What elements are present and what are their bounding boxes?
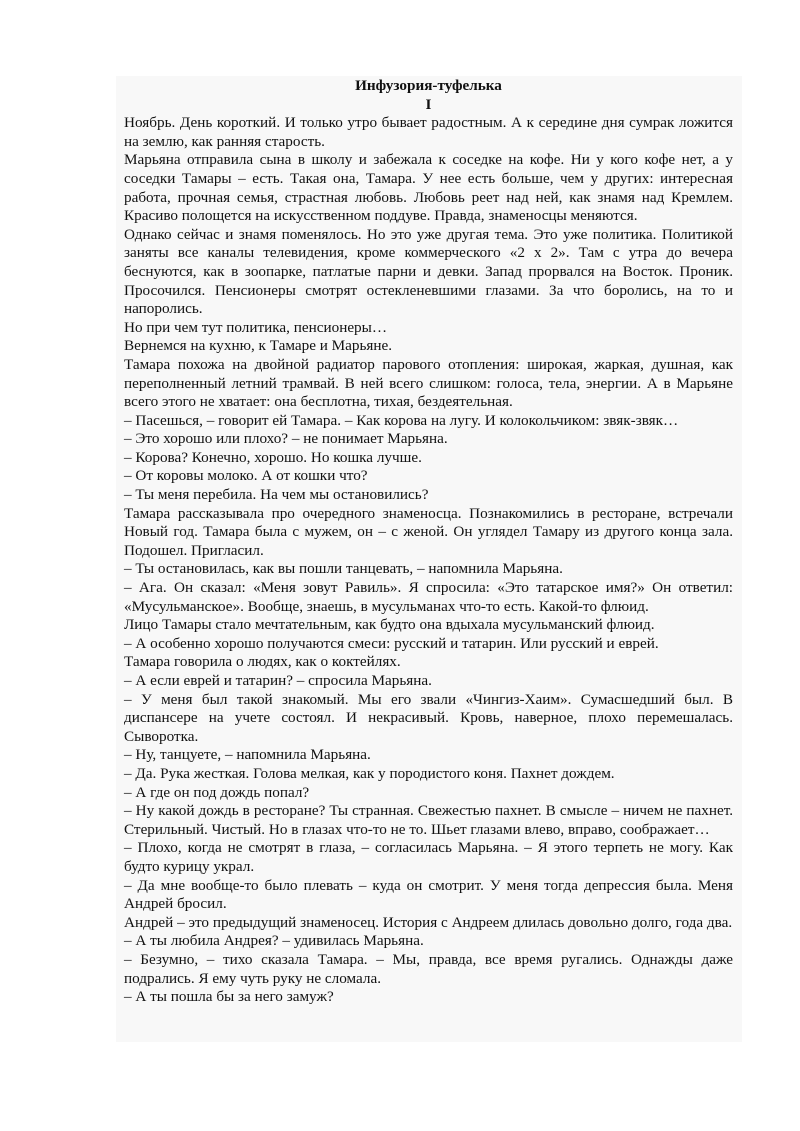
paragraph: – А если еврей и татарин? – спросила Марьяна. bbox=[124, 672, 432, 689]
chapter-number: I bbox=[425, 95, 432, 113]
paragraph: Тамара похожа на двойной радиатор парового отопления: широкая, жаркая, душная, как переполненный летний трамвай. В ней всего слишком: голоса, тела, энергии. А в Марьяне всего этого не хватает: она бесплотна, тихая, бездеятельная. bbox=[124, 355, 733, 411]
paragraph: – Ну какой дождь в ресторане? Ты странная. Свежестью пахнет. В смысле – ничем не пахнет. Стерильный. Чистый. Но в глазах что-то не то. Шьет глазами влево, вправо, соображает… bbox=[124, 802, 733, 838]
paragraph: Тамара говорила о людях, как о коктейлях. bbox=[124, 653, 401, 671]
paragraph: – Да. Рука жесткая. Голова мелкая, как у породистого коня. Пахнет дождем. bbox=[124, 764, 615, 782]
paragraph: – От коровы молоко. А от кошки что? bbox=[124, 467, 368, 485]
paragraph: – Пасешься, – говорит ей Тамара. – Как корова на лугу. И колокольчиком: звяк-звяк… bbox=[124, 411, 679, 429]
text-paragraphs bbox=[124, 114, 733, 1007]
paragraph: Вернемся на кухню, к Тамаре и Марьяне. bbox=[124, 337, 393, 355]
paragraph: – Корова? Конечно, хорошо. Но кошка лучше. bbox=[124, 448, 422, 466]
paragraph: – У меня был такой знакомый. Мы его звали «Чингиз-Хаим». Сумасшедший был. В диспансере на учете состоял. И некрасивый. Кровь, наверное, плохо перемешалась. Сыворотка. bbox=[124, 690, 733, 745]
paragraph: Лицо Тамары стало мечтательным, как будто она вдыхала мусульманский флюид. bbox=[124, 616, 655, 634]
paragraph: – А где он под дождь попал? bbox=[124, 783, 310, 801]
paragraph: – Да мне вообще-то было плевать – куда он смотрит. У меня тогда депрессия была. Меня Андрей бросил. bbox=[124, 876, 733, 913]
paragraph: – Ага. Он сказал: «Меня зовут Равиль». Я спросила: «Это татарское имя?» Он ответил: «Мусульманское». Вообще, знаешь, в мусульманах что-то есть. Какой-то флюид. bbox=[124, 579, 733, 615]
paragraph: Марьяна отправила сына в школу и забежала к соседке на кофе. Ни у кого кофе нет, а у соседки Тамары – есть. Такая она, Тамара. У нее есть больше, чем у других: интересная работа, прочная семья, страстная любовь. Любовь реет над ней, как знамя над Кремлем. Красиво полощется на искусственном поддуве. Правда, знаменосцы меняются. bbox=[124, 151, 733, 225]
paragraph: – Ты меня перебила. На чем мы остановились? bbox=[124, 486, 429, 504]
paragraph: – Плохо, когда не смотрят в глаза, – согласилась Марьяна. – Я этого терпеть не могу. Как будто курицу украл. bbox=[124, 839, 733, 875]
paragraph: Однако сейчас и знамя поменялось. Но это уже другая тема. Это уже политика. Политикой заняты все каналы телевидения, кроме коммерческого «2 х 2». Там с утра до вечера беснуются, как в зоопарке, патлатые парни и девки. Запад прорвался на Восток. Проник. Просочился. Пенсионеры смотрят остекленевшими глазами. За что боролись, на то и напоролись. bbox=[124, 225, 733, 318]
paragraph: Тамара рассказывала про очередного знаменосца. Познакомились в ресторане, встречали Новый год. Тамара была с мужем, он – с женой. Он углядел Тамару из другого конца зала. Подошел. Пригласил. bbox=[124, 504, 733, 559]
paragraph: – Ну, танцуете, – напомнила Марьяна. bbox=[124, 746, 371, 764]
paragraph: Но при чем тут политика, пенсионеры… bbox=[124, 318, 388, 336]
paragraph: – Это хорошо или плохо? – не понимает Марьяна. bbox=[124, 430, 448, 448]
paragraph: – Ты остановилась, как вы пошли танцевать, – напомнила Марьяна. bbox=[124, 560, 563, 578]
paragraph: – А ты любила Андрея? – удивилась Марьяна. bbox=[124, 932, 424, 950]
paragraph: – А особенно хорошо получаются смеси: русский и татарин. Или русский и еврей. bbox=[124, 634, 659, 652]
paragraph: Ноябрь. День короткий. И только утро бывает радостным. А к середине дня сумрак ложится на землю, как ранняя старость. bbox=[124, 114, 733, 150]
paragraph: Андрей – это предыдущий знаменосец. История с Андреем длилась довольно долго, года два. bbox=[124, 913, 733, 931]
document-body bbox=[124, 77, 733, 1007]
paragraph: – Безумно, – тихо сказала Тамара. – Мы, правда, все время ругались. Однажды даже подрались. Я ему чуть руку не сломала. bbox=[124, 950, 733, 987]
document-title: Инфузория-туфелька bbox=[355, 77, 502, 94]
paragraph: – А ты пошла бы за него замуж? bbox=[124, 988, 334, 1006]
